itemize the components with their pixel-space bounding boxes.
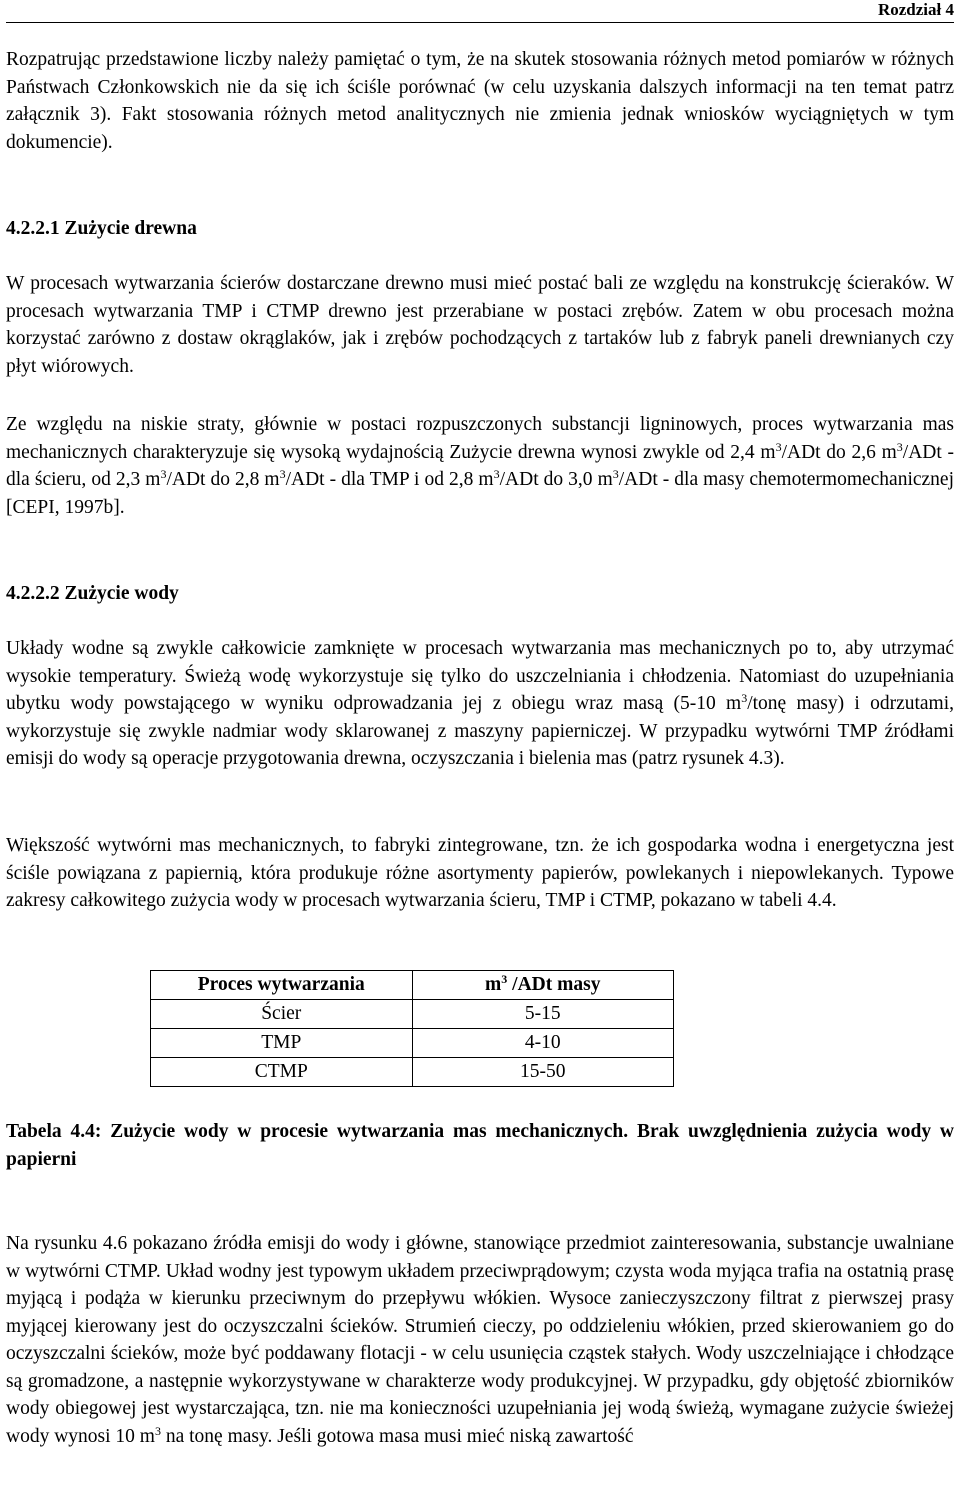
cell-value: 5-15 [412, 1000, 674, 1029]
table-row [151, 1058, 674, 1087]
page-header [6, 0, 954, 23]
table-caption: Tabela 4.4: Zużycie wody w procesie wytwarzania mas mechanicznych. Brak uwzględnienia zużycia wody w papierni [6, 1121, 954, 1170]
ctmp-emissions-paragraph: Na rysunku 4.6 pokazano źródła emisji do wody i główne, stanowiące przedmiot zainteresowania, substancje uwalniane w wytwórni CTMP. Układ wodny jest typowym układem przeciwprądowym; czysta woda myjąca trafia na ostatnią prasę myjącą i podąża w kierunku przeciwnym do przepływu włókien. Wysoce zanieczyszczony filtrat z pierwszej prasy myjącej kierowany jest do oczyszczalni ścieków. Strumień cieczy, po oddzieleniu włókien, przed skierowaniem go do oczyszczalni ścieków, może być poddawany flotacji - w celu usunięcia cząstek stałych. Wody uszczelniające i chłodzące są gromadzone, a następnie wykorzystywane w charakterze wody produkcyjnej. W przypadku, gdy objętość zbiorników wody obiegowej jest wystarczająca, tzn. nie ma konieczności uzupełniania jej wodą świeżą, wymagane zużycie świeżej wody wynosi 10 $m^3$ na tonę masy. Jeśli gotowa masa musi mieć niską zawartość [6, 1233, 954, 1447]
wood-consumption-paragraph: Ze względu na niskie straty, głównie w postaci rozpuszczonych substancji ligninowych, proces wytwarzania mas mechanicznych charakteryzuje się wysoką wydajnością Zużycie drewna wynosi zwykle od 2,4 $m^3$/ADt do 2,6 $m^3$/ADt - dla ścieru, od 2,3 $m^3$/ADt do 2,8 $m^3$/ADt - dla TMP i od 2,8 $m^3$/ADt do 3,0 $m^3$/ADt - dla masy chemotermomechanicznej [CEPI, 1997b]. [6, 414, 955, 518]
header-unit: $m^3$ /ADt masy [412, 971, 674, 1000]
water-systems-paragraph: Układy wodne są zwykle całkowicie zamknięte w procesach wytwarzania mas mechanicznych po to, aby utrzymać wysokie temperatury. Świeżą wodę wykorzystuje się tylko do uszczelniania i chłodzenia. Natomiast do uzupełniania ubytku wody powstającego w wyniku odprowadzania jej z obiegu wraz masą (5-10 $m^3$/tonę masy) i odrzutami, wykorzystuje się zwykle nadmiar wody sklarowanej z maszyny papierniczej. W przypadku wytwórni TMP źródłami emisji do wody są operacje przygotowania drewna, oczyszczania i bielenia mas (patrz rysunek 4.3). [6, 638, 955, 769]
cell-process: CTMP [151, 1058, 413, 1087]
chapter-label: Rozdział 4 [877, 0, 954, 19]
cell-value: 15-50 [412, 1058, 674, 1087]
section-heading-water: 4.2.2.2 Zużycie wody [6, 583, 179, 604]
integrated-mills-paragraph: Większość wytwórni mas mechanicznych, to fabryki zintegrowane, tzn. że ich gospodarka wodna i energetyczna jest ściśle powiązana z papiernią, która produkuje różne asortymenty papierów, powlekanych i niepowlekanych. Typowe zakresy całkowitego zużycia wody w procesach wytwarzania ścieru, TMP i CTMP, pokazano w tabeli 4.4. [6, 835, 954, 911]
water-systems-block [6, 635, 954, 773]
wood-paragraph-block [6, 270, 954, 380]
ctmp-emissions-block [6, 1230, 954, 1450]
wood-delivery-paragraph: W procesach wytwarzania ścierów dostarczane drewno musi mieć postać bali ze względu na konstrukcję ścieraków. W procesach wytwarzania TMP i CTMP drewno jest przerabiane w postaci zrębów. Zatem w obu procesach można korzystać zarówno z dostaw okrąglaków, jak i zrębów pochodzących z tartaków lub z fabryk paneli drewnianych czy płyt wiórowych. [6, 273, 954, 377]
cell-value: 4-10 [412, 1029, 674, 1058]
table-header-row [151, 971, 674, 1000]
intro-paragraph-block [6, 46, 954, 156]
water-consumption-table [150, 970, 674, 1087]
table-row [151, 1029, 674, 1058]
table-caption-block [6, 1118, 954, 1173]
cell-process: Ścier [151, 1000, 413, 1029]
header-process: Proces wytwarzania [151, 971, 413, 1000]
section-heading-wood: 4.2.2.1 Zużycie drewna [6, 218, 197, 239]
cell-process: TMP [151, 1029, 413, 1058]
wood-consumption-block [6, 411, 954, 521]
intro-paragraph: Rozpatrując przedstawione liczby należy pamiętać o tym, że na skutek stosowania różnych metod pomiarów w różnych Państwach Członkowskich nie da się ich ściśle porównać (w celu uzyskania dalszych informacji na ten temat patrz załącznik 3). Fakt stosowania różnych metod analitycznych nie zmienia jednak wniosków wyciągniętych w tym dokumencie). [6, 49, 954, 153]
integrated-mills-block [6, 832, 954, 915]
table-row [151, 1000, 674, 1029]
